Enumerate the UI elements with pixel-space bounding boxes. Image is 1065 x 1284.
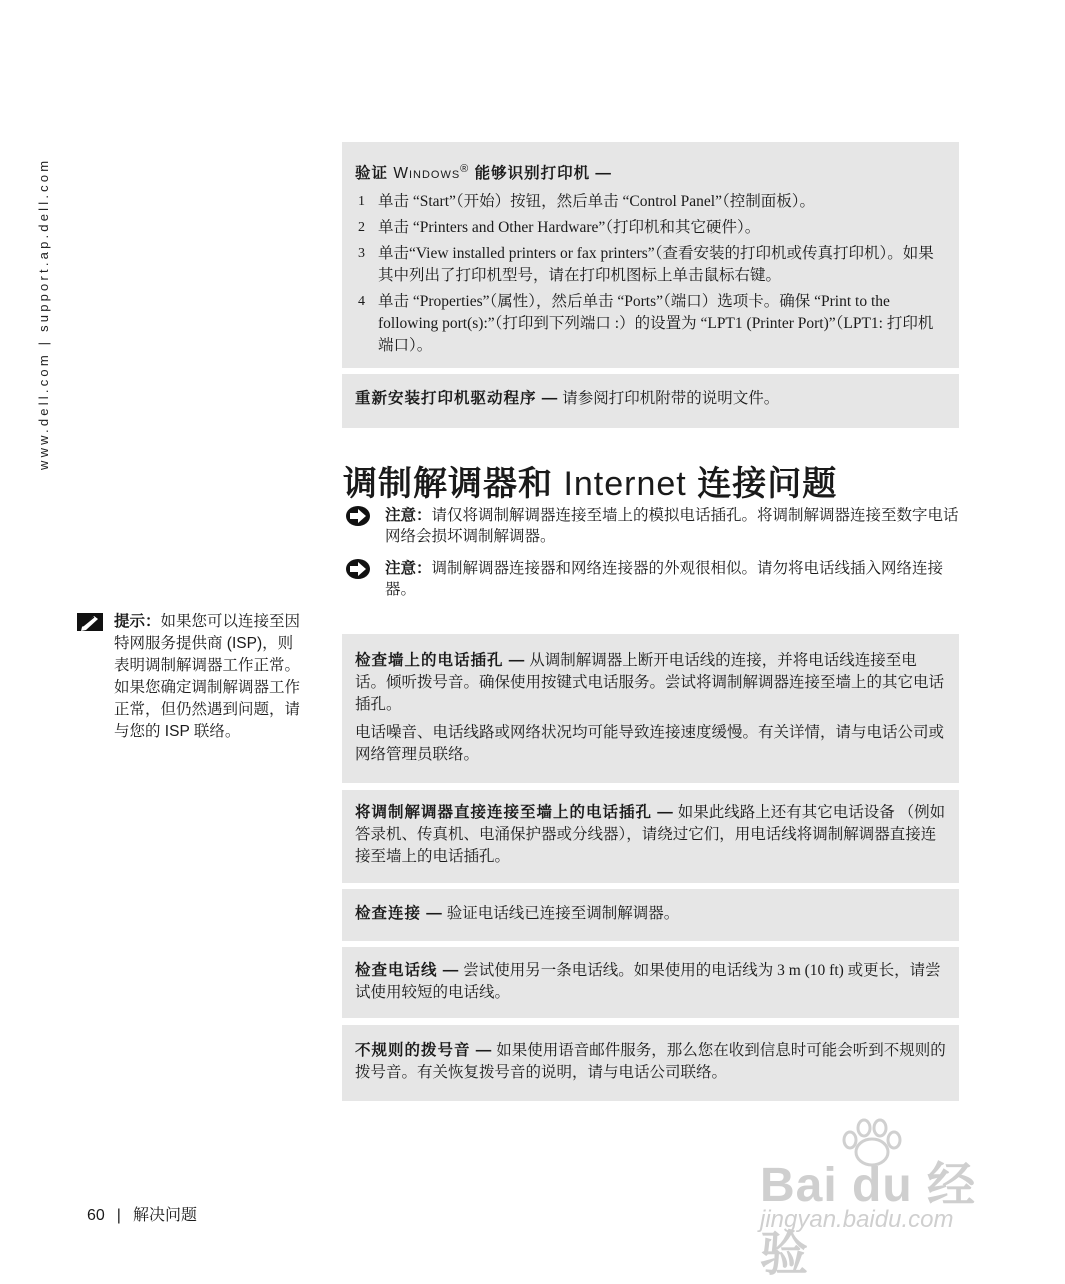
step-item [355,291,946,357]
check-line-lead: 检查电话线 — [355,962,460,979]
title-cn-2: 连接问题 [686,465,838,503]
footer-separator: | [116,1207,121,1224]
title-en: Internet [563,465,687,503]
heading-reg: ® [460,163,470,175]
tip-note [77,611,307,743]
direct-connect-box [342,790,959,883]
printer-check-heading [355,158,946,185]
step-text: 单击“View installed printers or fax printers”（查看安装的打印机或传真打印机）。如果其中列出了打印机型号，请在打印机图标上单击鼠标右键。 [378,245,934,285]
wall-jack-para2: 电话噪音、电话线路或网络状况均可能导致连接速度缓慢。有关详情，请与电话公司或网络管理员联络。 [355,724,945,763]
check-wall-jack-box [342,634,959,783]
check-connection-box [342,889,959,941]
reinstall-driver-text: 请参阅打印机附带的说明文件。 [558,390,780,407]
direct-connect-lead: 将调制解调器直接连接至墙上的电话插孔 — [355,804,674,821]
page-number: 60 [87,1207,105,1224]
step-item [355,217,946,239]
notice-icon [345,558,371,580]
step-text: 单击 “Printers and Other Hardware”（打印机和其它硬件）。 [378,219,761,237]
check-connection-text: 验证电话线已连接至调制解调器。 [442,905,680,922]
reinstall-driver-lead: 重新安装打印机驱动程序 — [355,390,559,407]
notice-label: 注意： [385,507,432,524]
step-item [355,243,946,287]
wall-jack-lead: 检查墙上的电话插孔 — [355,652,526,669]
section-title [343,456,837,505]
check-line-text: 尝试使用另一条电话线。如果使用的电话线为 3 m (10 ft) 或更长，请尝试使用较短的电话线。 [355,962,941,1001]
side-url: www.dell.com | support.ap.dell.com [36,157,51,470]
heading-brand: Windows [393,165,461,183]
notice-label: 注意： [385,560,432,577]
direct-connect-text: 如果此线路上还有其它电话设备 （例如答录机、传真机、电涌保护器或分线器），请绕过它们，用电话线将调制解调器直接连接至墙上的电话插孔。 [355,804,946,865]
printer-steps [355,191,946,357]
step-number: 3 [358,246,365,262]
watermark-main: Bai du 经验 [760,1159,977,1281]
baidu-watermark [752,1118,1012,1281]
irregular-dial-tone-box [342,1025,959,1101]
notice-text: 调制解调器连接器和网络连接器的外观很相似。请勿将电话线插入网络连接器。 [385,560,944,598]
step-text: 单击 “Properties”（属性），然后单击 “Ports”（端口）选项卡。确保 “Print to the following port(s):”（打印到下列端口 :）的设置为 “LPT1 (Printer Port)”（LPT1: 打印机端口）。 [378,293,934,355]
printer-check-box [342,142,959,368]
notice-2 [345,558,965,600]
tip-label: 提示： [114,613,161,630]
step-text: 单击 “Start”（开始）按钮，然后单击 “Control Panel”（控制面板）。 [378,193,815,211]
check-phone-line-box [342,947,959,1018]
step-number: 4 [358,294,365,310]
dial-tone-lead: 不规则的拨号音 — [355,1042,493,1059]
page-footer [87,1202,197,1225]
pencil-icon [77,611,103,640]
heading-tail: 能够识别打印机 — [469,165,612,183]
dial-tone-text: 如果使用语音邮件服务，那么您在收到信息时可能会听到不规则的拨号音。有关恢复拨号音的说明，请与电话公司联络。 [355,1042,946,1081]
wall-jack-text: 从调制解调器上断开电话线的连接，并将电话线连接至电话。倾听拨号音。确保使用按键式电话服务。尝试将调制解调器连接至墙上的其它电话插孔。 [355,652,945,713]
reinstall-driver-box [342,374,959,428]
watermark-url: jingyan.baidu.com [760,1206,954,1233]
notice-1 [345,505,965,547]
notice-icon [345,505,371,527]
check-connection-lead: 检查连接 — [355,905,443,922]
chapter-title: 解决问题 [132,1207,197,1224]
tip-text: 如果您可以连接至因特网服务提供商 (ISP)，则表明调制解调器工作正常。如果您确定调制解调器工作正常，但仍然遇到问题，请与您的 ISP 联络。 [114,613,301,740]
heading-cn: 验证 [355,165,394,183]
step-item [355,191,946,213]
title-cn-1: 调制解调器和 [343,465,564,503]
notice-text: 请仅将调制解调器连接至墙上的模拟电话插孔。将调制解调器连接至数字电话网络会损坏调制解调器。 [385,507,959,545]
step-number: 2 [358,220,365,236]
step-number: 1 [358,194,365,210]
